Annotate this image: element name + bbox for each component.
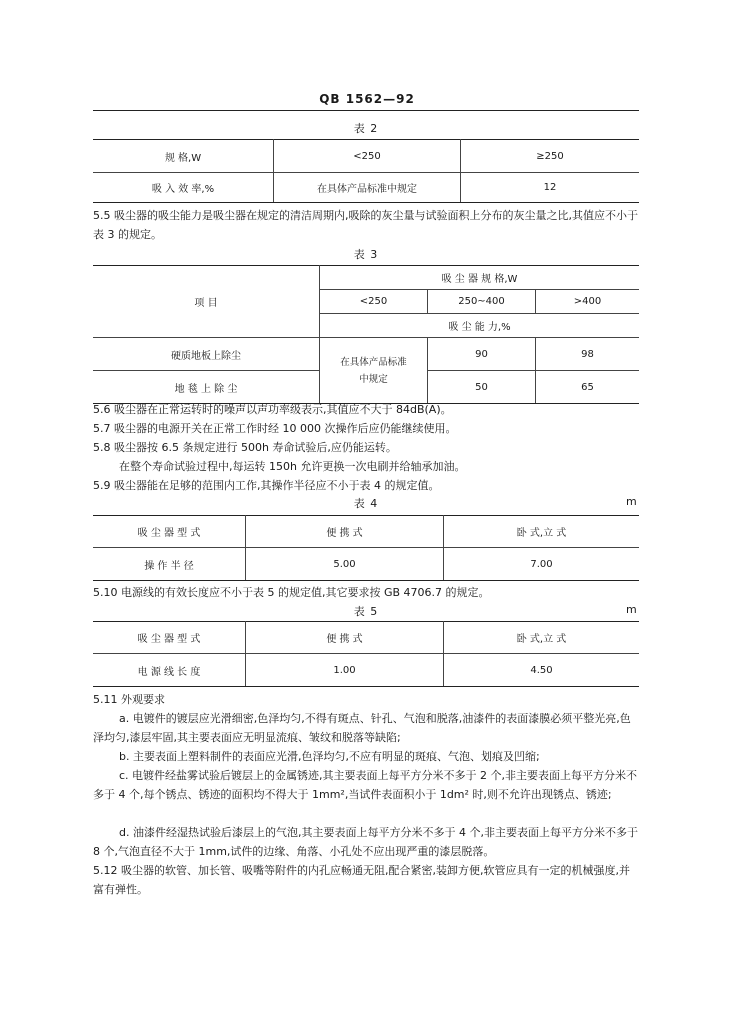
table5-horizontal-vertical: 卧 式,立 式	[444, 622, 640, 654]
table3	[93, 265, 639, 404]
table2-efficiency-low: 在具体产品标准中规定	[274, 173, 461, 203]
table4-caption: 表 4	[353, 497, 379, 510]
clause-5-9: 5.9 吸尘器能在足够的范围内工作,其操作半径应不小于表 4 的规定值。	[93, 479, 440, 492]
table3-row1-value-1: 90	[428, 338, 536, 371]
table2-spec-label: 规 格,W	[93, 140, 274, 173]
table2	[93, 139, 639, 203]
table5-cord-horizontal: 4.50	[444, 654, 640, 687]
clause-5-5: 5.5 吸尘器的吸尘能力是吸尘器在规定的清洁周期内,吸除的灰尘量与试验面积上分布的灰尘量之比,其值应不小于表 3 的规定。	[93, 209, 638, 241]
header-rule	[93, 110, 639, 111]
table4	[93, 515, 639, 581]
table5-caption: 表 5	[353, 605, 379, 618]
table5-portable: 便 携 式	[246, 622, 444, 654]
table3-row2-value-2: 65	[536, 371, 640, 404]
clause-5-8-note: 在整个寿命试验过程中,每运转 150h 允许更换一次电刷并给轴承加油。	[119, 460, 466, 473]
table3-caption: 表 3	[353, 248, 379, 261]
table4-horizontal-vertical: 卧 式,立 式	[444, 516, 640, 548]
table4-unit: m	[626, 495, 637, 508]
table5-type-label: 吸 尘 器 型 式	[93, 622, 246, 654]
clause-5-8: 5.8 吸尘器按 6.5 条规定进行 500h 寿命试验后,应仍能运转。	[93, 441, 397, 454]
table2-caption: 表 2	[353, 122, 379, 135]
table2-efficiency-high: 12	[461, 173, 640, 203]
table3-row2-value-1: 50	[428, 371, 536, 404]
table4-radius-label: 操 作 半 径	[93, 548, 246, 581]
table3-item-header: 项 目	[93, 266, 320, 338]
table3-merged-note: 在具体产品标准中规定	[320, 338, 428, 404]
clause-5-12: 5.12 吸尘器的软管、加长管、吸嘴等附件的内孔应畅通无阻,配合紧密,装卸方便,软管应具有一定的机械强度,并富有弹性。	[93, 864, 630, 896]
clause-5-11: 5.11 外观要求	[93, 693, 165, 706]
clause-5-6: 5.6 吸尘器在正常运转时的噪声以声功率级表示,其值应不大于 84dB(A)。	[93, 403, 452, 416]
table4-type-label: 吸 尘 器 型 式	[93, 516, 246, 548]
table3-row2-label: 地 毯 上 除 尘	[93, 371, 320, 404]
table5-unit: m	[626, 603, 637, 616]
table5-cord-portable: 1.00	[246, 654, 444, 687]
table3-row1-value-2: 98	[536, 338, 640, 371]
table3-row1-label: 硬质地板上除尘	[93, 338, 320, 371]
table4-portable: 便 携 式	[246, 516, 444, 548]
clause-5-11-a: a. 电镀件的镀层应光滑细密,色泽均匀,不得有斑点、针孔、气泡和脱落,油漆件的表面漆膜必须平整光亮,色泽均匀,漆层牢固,其主要表面应无明显流痕、皱纹和脱落等缺陷;	[93, 712, 631, 744]
table3-spec-col-1: <250	[320, 290, 428, 314]
clause-5-11-b: b. 主要表面上塑料制件的表面应光滑,色泽均匀,不应有明显的斑痕、气泡、划痕及凹缩;	[119, 750, 540, 763]
table3-spec-col-2: 250~400	[428, 290, 536, 314]
table2-efficiency-label: 吸 入 效 率,%	[93, 173, 274, 203]
table4-radius-horizontal: 7.00	[444, 548, 640, 581]
table5-cord-label: 电 源 线 长 度	[93, 654, 246, 687]
table3-capacity-header: 吸 尘 能 力,%	[320, 314, 640, 338]
clause-5-11-c: c. 电镀件经盐雾试验后镀层上的金属锈迹,其主要表面上每平方分米不多于 2 个,非主要表面上每平方分米不多于 4 个,每个锈点、锈迹的面积均不得大于 1mm²,当试件表面积小于 1dm² 时,则不允许出现锈点、锈迹;	[93, 769, 638, 801]
table2-spec-low: <250	[274, 140, 461, 173]
clause-5-7: 5.7 吸尘器的电源开关在正常工作时经 10 000 次操作后应仍能继续使用。	[93, 422, 457, 435]
document-header: QB 1562—92	[319, 92, 415, 106]
table2-spec-high: ≥250	[461, 140, 640, 173]
table3-spec-header: 吸 尘 器 规 格,W	[320, 266, 640, 290]
table4-radius-portable: 5.00	[246, 548, 444, 581]
clause-5-10: 5.10 电源线的有效长度应不小于表 5 的规定值,其它要求按 GB 4706.7 的规定。	[93, 586, 490, 599]
clause-5-11-d: d. 油漆件经湿热试验后漆层上的气泡,其主要表面上每平方分米不多于 4 个,非主要表面上每平方分米不多于 8 个,气泡直径不大于 1mm,试件的边缘、角落、小孔处不应出现严重的漆层脱落。	[93, 826, 638, 858]
table5	[93, 621, 639, 687]
table3-spec-col-3: >400	[536, 290, 640, 314]
